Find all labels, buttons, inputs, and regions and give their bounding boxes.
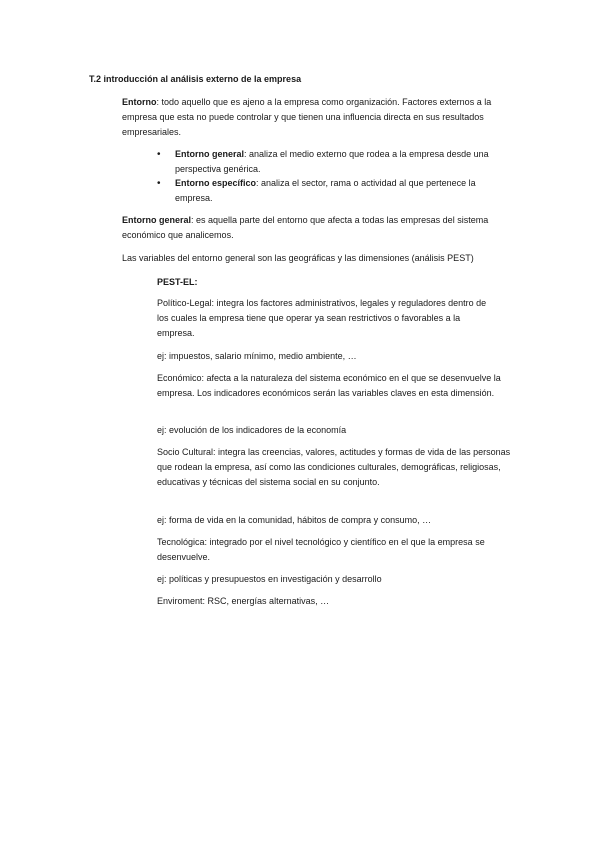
socio-text: : integra las creencias, valores, actitudes y formas de vida de las personas que rodean la empresa, así como las condiciones culturales, demográficas, religiosas, educativas y técnicas del sistema social en su conjunto.	[157, 447, 511, 487]
entorno-general-definition	[122, 213, 508, 243]
economico-text: : afecta a la naturaleza del sistema económico en el que se desenvuelve la empresa. Los indicadores económicos serán las variables claves en esta dimensión.	[157, 373, 501, 398]
variables-paragraph: Las variables del entorno general son las geográficas y las dimensiones (análisis PEST)	[122, 253, 474, 263]
bullet-text: : analiza el medio externo que rodea a la empresa desde una perspectiva genérica.	[175, 149, 489, 174]
politico-legal-paragraph	[157, 296, 497, 341]
tecnologica-example: ej: políticas y presupuestos en investigación y desarrollo	[157, 574, 382, 584]
document-title: T.2 introducción al análisis externo de la empresa	[89, 74, 302, 84]
socio-example: ej: forma de vida en la comunidad, hábitos de compra y consumo, …	[157, 515, 432, 525]
entorno-text: : todo aquello que es ajeno a la empresa como organización. Factores externos a la empresa que esta no puede controlar y que tienen una influencia directa en sus resultados empresariales.	[122, 97, 492, 137]
economico-example: ej: evolución de los indicadores de la economía	[157, 425, 347, 435]
socio-cultural-paragraph	[157, 445, 521, 490]
bullet-term: Entorno específico	[175, 178, 257, 188]
entorno-definition	[122, 95, 518, 140]
socio-term: Socio Cultural	[157, 447, 214, 457]
enviroment-paragraph	[157, 594, 329, 609]
entorno-general-term: Entorno general	[122, 215, 192, 225]
politico-text: : integra los factores administrativos, legales y reguladores dentro de los cuales la empresa tiene que operar ya sean restrictivos o favorables a la empresa.	[157, 298, 487, 338]
enviroment-text: : RSC, energías alternativas, …	[202, 596, 330, 606]
politico-term: Político-Legal	[157, 298, 212, 308]
enviroment-term: Enviroment	[157, 596, 203, 606]
economico-term: Económico	[157, 373, 202, 383]
politico-example: ej: impuestos, salario mínimo, medio ambiente, …	[157, 351, 357, 361]
bullet-icon: •	[157, 149, 161, 160]
bullet-entorno-especifico	[175, 176, 515, 206]
tecnologica-text: : integrado por el nivel tecnológico y científico en el que la empresa se desenvuelve.	[157, 537, 485, 562]
entorno-general-text: : es aquella parte del entorno que afecta a todas las empresas del sistema económico que analicemos.	[122, 215, 489, 240]
bullet-text: : analiza el sector, rama o actividad al que pertenece la empresa.	[175, 178, 476, 203]
economico-paragraph	[157, 371, 507, 401]
bullet-entorno-general	[175, 147, 515, 177]
tecnologica-term: Tecnológica	[157, 537, 205, 547]
pestel-heading: PEST-EL:	[157, 277, 198, 287]
tecnologica-paragraph	[157, 535, 507, 565]
bullet-term: Entorno general	[175, 149, 245, 159]
entorno-term: Entorno	[122, 97, 157, 107]
bullet-icon: •	[157, 178, 161, 189]
